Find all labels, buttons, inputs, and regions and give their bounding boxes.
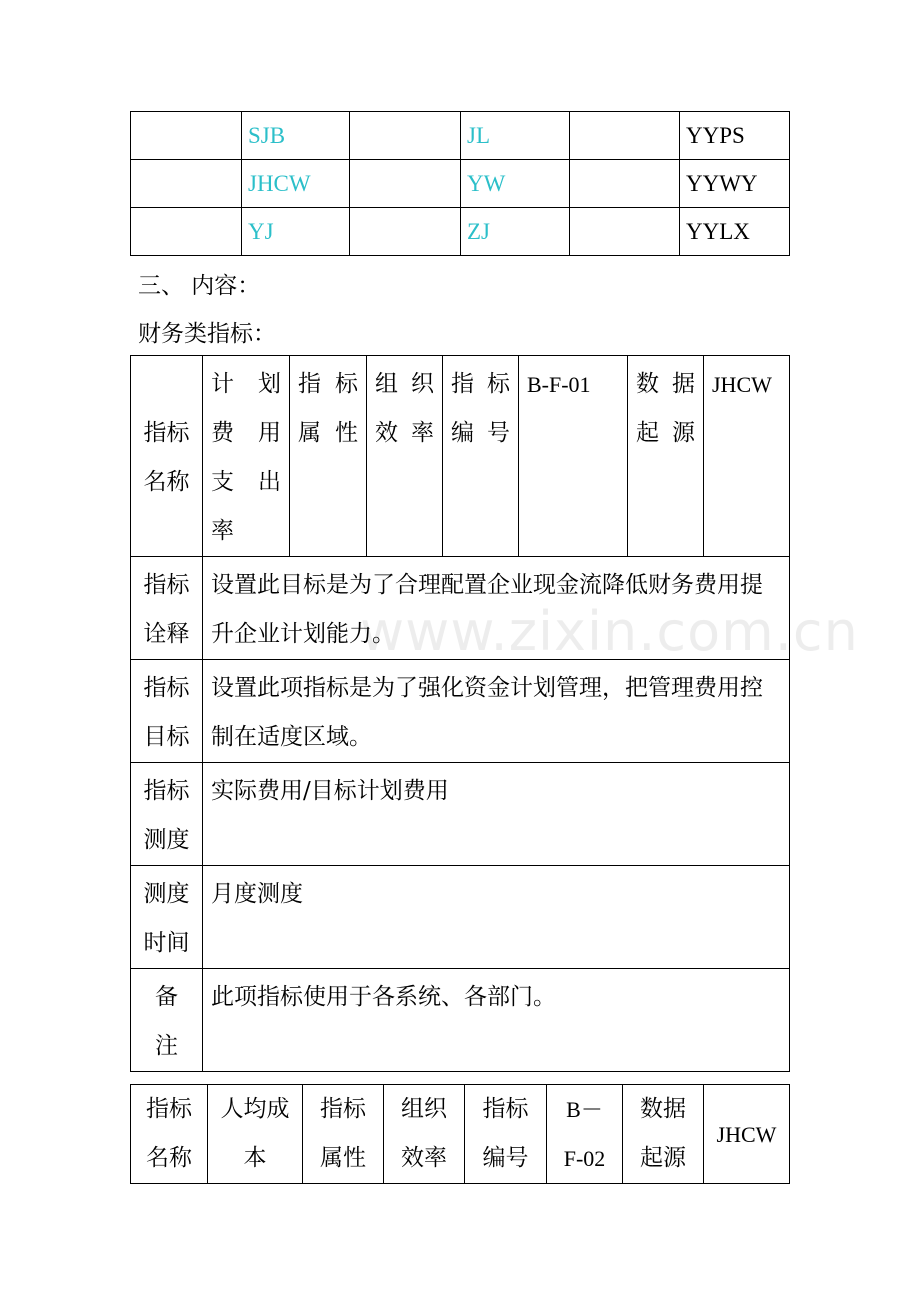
- indicator-name-value: 人均成本: [208, 1085, 303, 1184]
- row-label: 备 注: [131, 969, 203, 1072]
- table-row: [131, 969, 790, 1072]
- row-label: 指标测度: [131, 763, 203, 866]
- indicator-attr-value: 组 织 效率: [367, 356, 443, 557]
- table-row: [131, 160, 790, 208]
- table-cell: YYPS: [680, 112, 790, 160]
- row-text: 设置此目标是为了合理配置企业现金流降低财务费用提升企业计划能力。: [203, 557, 790, 660]
- table-row: [131, 866, 790, 969]
- table-cell: JL: [461, 112, 570, 160]
- data-source-value: JHCW: [704, 1085, 790, 1184]
- section-heading: 三、 内容：: [138, 273, 261, 299]
- table-row: [131, 112, 790, 160]
- indicator-table-2: [130, 1084, 790, 1184]
- indicator-attr-label: 指 标 属性: [290, 356, 367, 557]
- table-cell: [570, 208, 680, 256]
- indicator-attr-label: 指标属性: [303, 1085, 384, 1184]
- watermark: www.zixin.com.cn: [360, 600, 859, 663]
- row-text: 此项指标使用于各系统、各部门。: [203, 969, 790, 1072]
- indicator-code-value: B-F-01: [519, 356, 628, 557]
- table-cell: [131, 112, 242, 160]
- data-source-value: JHCW: [704, 356, 790, 557]
- row-text: 月度测度: [203, 866, 790, 969]
- table-cell: YW: [461, 160, 570, 208]
- indicator-name-label: 指标名称: [131, 356, 203, 557]
- row-label: 指标诠释: [131, 557, 203, 660]
- data-source-label: 数据起源: [623, 1085, 704, 1184]
- table-row: [131, 763, 790, 866]
- table-row: [131, 208, 790, 256]
- table-cell: YYLX: [680, 208, 790, 256]
- table-cell: [350, 208, 461, 256]
- indicator-table-1: [130, 355, 790, 1072]
- table-cell: [350, 160, 461, 208]
- row-label: 测度时间: [131, 866, 203, 969]
- table-row: [131, 660, 790, 763]
- table-cell: YJ: [242, 208, 350, 256]
- indicator-attr-value: 组织效率: [384, 1085, 465, 1184]
- code-table: [130, 111, 790, 256]
- row-text: 设置此项指标是为了强化资金计划管理，把管理费用控制在适度区域。: [203, 660, 790, 763]
- table-row: [131, 557, 790, 660]
- indicator-code-label: 指 标 编号: [443, 356, 519, 557]
- table-cell: [570, 160, 680, 208]
- table-cell: [350, 112, 461, 160]
- indicator-name-value: 计 划 费 用 支 出 率: [203, 356, 290, 557]
- data-source-label: 数 据 起源: [628, 356, 704, 557]
- indicator-code-value: B－F-02: [547, 1085, 623, 1184]
- table-row: [131, 356, 790, 557]
- table-cell: [570, 112, 680, 160]
- table-cell: JHCW: [242, 160, 350, 208]
- table-row: [131, 1085, 790, 1184]
- sub-heading: 财务类指标：: [138, 321, 276, 347]
- indicator-code-label: 指标编号: [465, 1085, 547, 1184]
- row-text: 实际费用/目标计划费用: [203, 763, 790, 866]
- table-cell: [131, 208, 242, 256]
- table-cell: YYWY: [680, 160, 790, 208]
- indicator-name-label: 指标名称: [131, 1085, 208, 1184]
- table-cell: SJB: [242, 112, 350, 160]
- row-label: 指标目标: [131, 660, 203, 763]
- table-cell: [131, 160, 242, 208]
- table-cell: ZJ: [461, 208, 570, 256]
